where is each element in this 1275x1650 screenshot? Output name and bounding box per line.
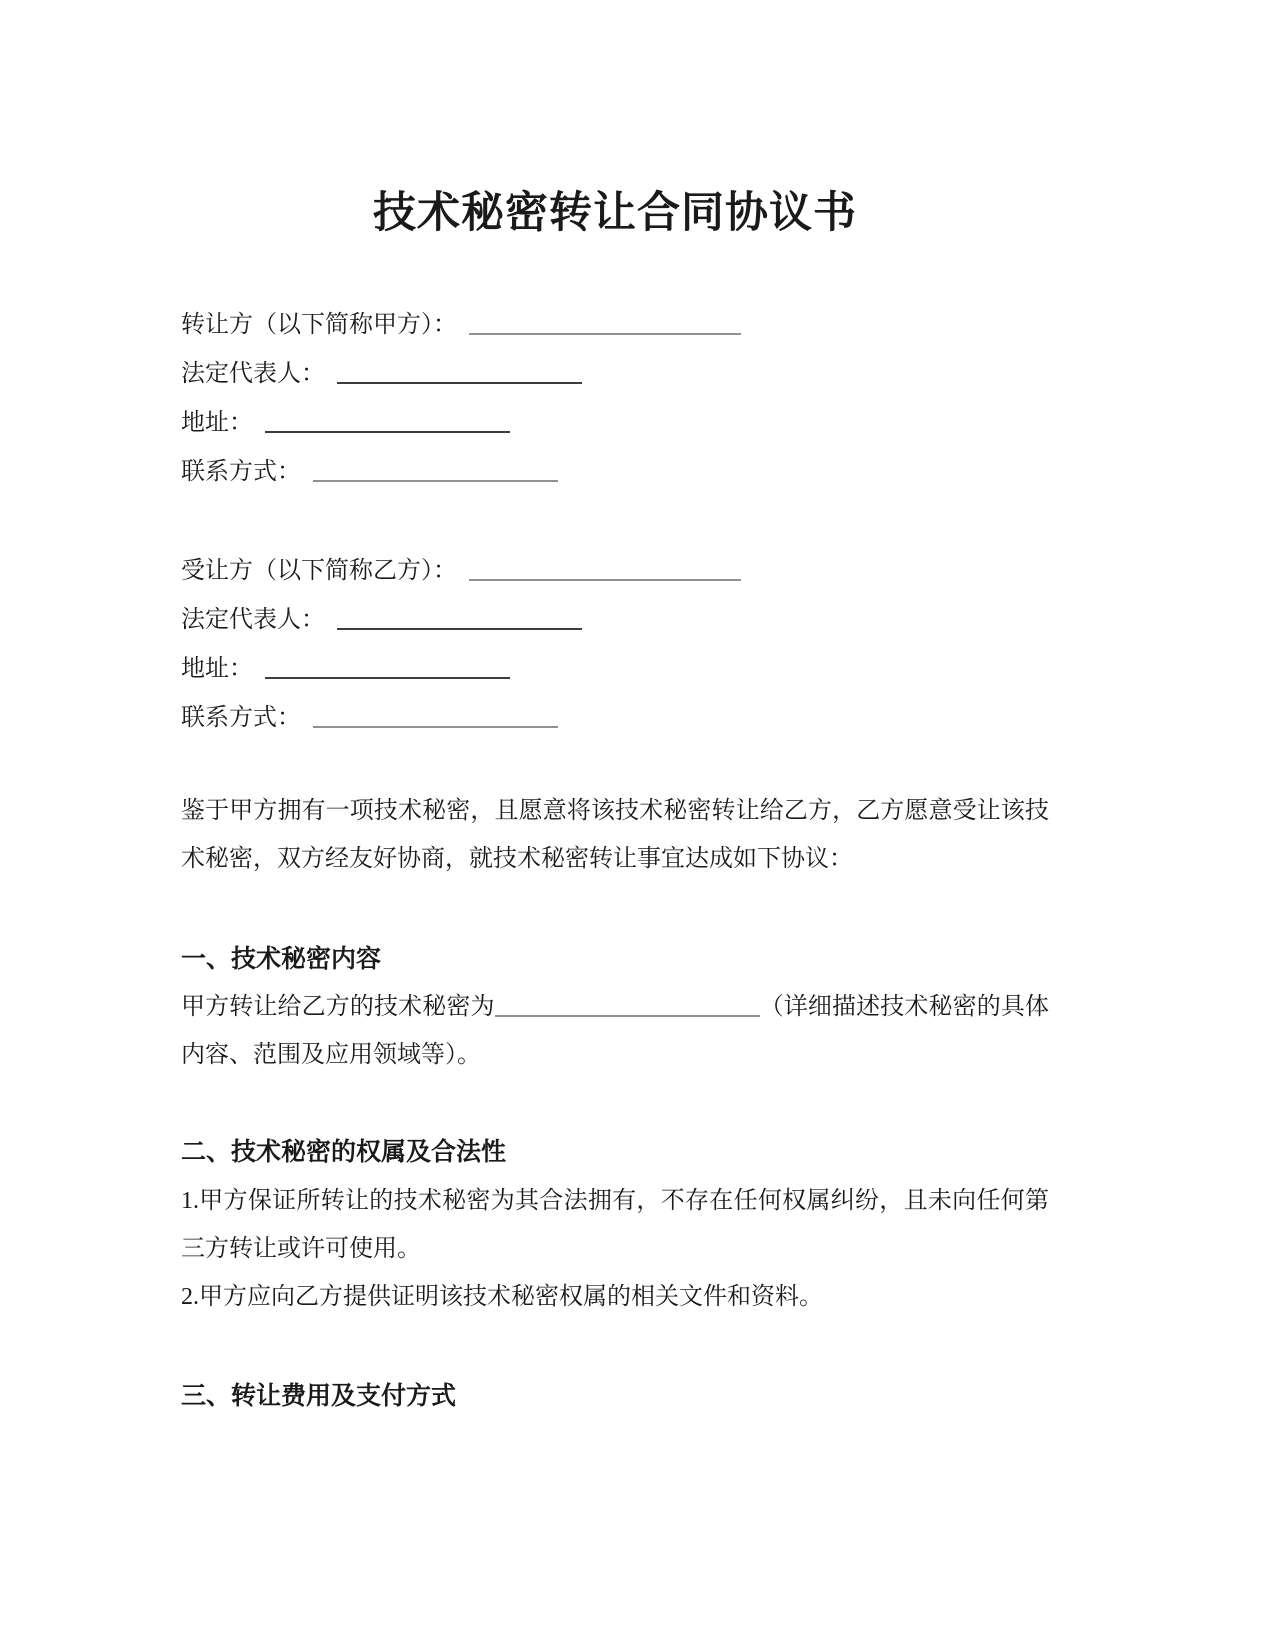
fill-in-blank (495, 991, 760, 1017)
fill-in-blank (337, 358, 582, 384)
fill-in-blank (313, 456, 558, 482)
fill-in-blank (337, 604, 582, 630)
fill-in-blank (265, 653, 510, 679)
section-2-item-2: 2.甲方应向乙方提供证明该技术秘密权属的相关文件和资料。 (181, 1284, 823, 1311)
field-row-contact-a (181, 448, 1049, 497)
fill-in-blank (313, 702, 558, 728)
preamble-paragraph: 鉴于甲方拥有一项技术秘密，且愿意将该技术秘密转让给乙方，乙方愿意受让该技术秘密，双方经友好协商，就技术秘密转让事宜达成如下协议： (181, 798, 1049, 873)
field-row-legal-rep-b (181, 596, 1049, 645)
document-title: 技术秘密转让合同协议书 (373, 190, 857, 237)
page-content (181, 0, 1049, 1420)
field-row-legal-rep-a (181, 350, 1049, 399)
fill-in-blank (469, 309, 741, 335)
field-label: 转让方（以下简称甲方）： (181, 312, 457, 338)
fill-in-blank (265, 407, 510, 433)
section-2-item-1: 1.甲方保证所转让的技术秘密为其合法拥有，不存在任何权属纠纷，且未向任何第三方转让或许可使用。 (181, 1187, 1049, 1263)
field-label: 法定代表人： (181, 607, 325, 633)
section-1-body-prefix: 甲方转让给乙方的技术秘密为 (181, 993, 495, 1020)
field-row-contact-b (181, 694, 1049, 743)
section-1 (181, 935, 1049, 1080)
section-1-heading: 一、技术秘密内容 (181, 944, 382, 973)
party-b-fields (181, 547, 1049, 743)
party-a-fields (181, 301, 1049, 497)
section-3-heading: 三、转让费用及支付方式 (181, 1381, 457, 1410)
field-label: 地址： (181, 410, 253, 436)
field-label: 联系方式： (181, 705, 301, 731)
section-1-body (181, 983, 1049, 1080)
field-row-address-a (181, 399, 1049, 448)
field-label: 联系方式： (181, 459, 301, 485)
section-3 (181, 1372, 1049, 1420)
field-label: 法定代表人： (181, 361, 325, 387)
field-row-address-b (181, 645, 1049, 694)
section-2 (181, 1128, 1049, 1321)
section-2-heading: 二、技术秘密的权属及合法性 (181, 1138, 507, 1167)
fill-in-blank (469, 555, 741, 581)
field-row-transferee (181, 547, 1049, 596)
field-label: 受让方（以下简称乙方）： (181, 558, 457, 584)
field-row-transferor (181, 301, 1049, 350)
field-label: 地址： (181, 656, 253, 682)
section-1-body-suffix: （详细描述技术秘密的具体内容、范围及应用领域等）。 (181, 993, 1050, 1069)
